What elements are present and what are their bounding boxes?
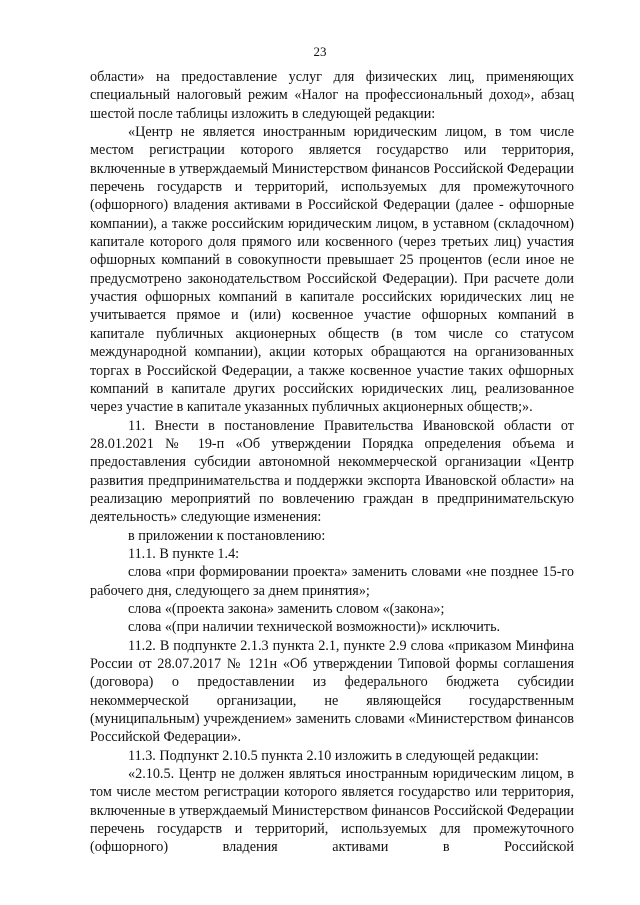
document-body xyxy=(90,68,574,857)
paragraph-replace-words-2: слова «(проекта закона» заменить словом «(закона»; xyxy=(128,600,445,617)
paragraph-exclude-words: слова «(при наличии технической возможности)» исключить. xyxy=(128,619,501,636)
paragraph-item-11-2: 11.2. В подпункте 2.1.3 пункта 2.1, пункте 2.9 слова «приказом Минфина России от 28.07.2017 № 121н «Об утверждении Типовой формы соглашения (договора) о предоставлении из федерального бюджета субсидии некоммерческой организации, не являющейся государственным (муниципальным) учреждением» заменить словами «Министерством финансов Российской Федерации». xyxy=(90,637,574,746)
paragraph-item-11-3: 11.3. Подпункт 2.10.5 пункта 2.10 изложить в следующей редакции: xyxy=(128,747,539,764)
paragraph-item-2-10-5: «2.10.5. Центр не должен являться иностранным юридическим лицом, в том числе местом регистрации которого является государство или территория, включенные в утверждаемый Министерством финансов Российской Федерации перечень государств и территорий, используемых для промежуточного (офшорного) владения активами в Российской xyxy=(90,766,574,856)
page-number: 23 xyxy=(313,44,327,59)
paragraph-quoted-definition: «Центр не является иностранным юридическим лицом, в том числе местом регистрации которого является государство или территория, включенные в утверждаемый Министерством финансов Российской Федерации перечень государств и территорий, используемых для промежуточного (офшорного) владения активами в Российской Федерации (далее - офшорные компании), а также российским юридическим лицом, в уставном (складочном) капитале которого доля прямого или косвенного (через третьих лиц) участия офшорных компаний в совокупности превышает 25 процентов (если иное не предусмотрено законодательством Российской Федерации). При расчете доли участия офшорных компаний в капитале российских юридических лиц не учитывается прямое и (или) косвенное участие офшорных компаний в капитале публичных акционерных обществ (в том числе со статусом международной компании), акции которых обращаются на организованных торгах в Российской Федерации, а также косвенное участие таких офшорных компаний в капитале других российских юридических лиц, реализованное через участие в капитале указанных публичных акционерных обществ;». xyxy=(90,124,574,416)
paragraph-replace-words-1: слова «при формировании проекта» заменить словами «не позднее 15-го рабочего дня, следующего за днем принятия»; xyxy=(90,564,574,599)
paragraph-appendix-intro: в приложении к постановлению: xyxy=(128,527,326,544)
paragraph-item-11: 11. Внести в постановление Правительства Ивановской области от 28.01.2021 № 19-п «Об утверждении Порядка определения объема и предоставления субсидии автономной некоммерческой организации «Центр развития предпринимательства и поддержки экспорта Ивановской области» на реализацию мероприятий по вовлечению граждан в предпринимательскую деятельность» следующие изменения: xyxy=(90,417,574,526)
paragraph-item-11-1: 11.1. В пункте 1.4: xyxy=(128,545,240,562)
paragraph-continuation: области» на предоставление услуг для физических лиц, применяющих специальный налоговый режим «Налог на профессиональный доход», абзац шестой после таблицы изложить в следующей редакции: xyxy=(90,69,574,122)
